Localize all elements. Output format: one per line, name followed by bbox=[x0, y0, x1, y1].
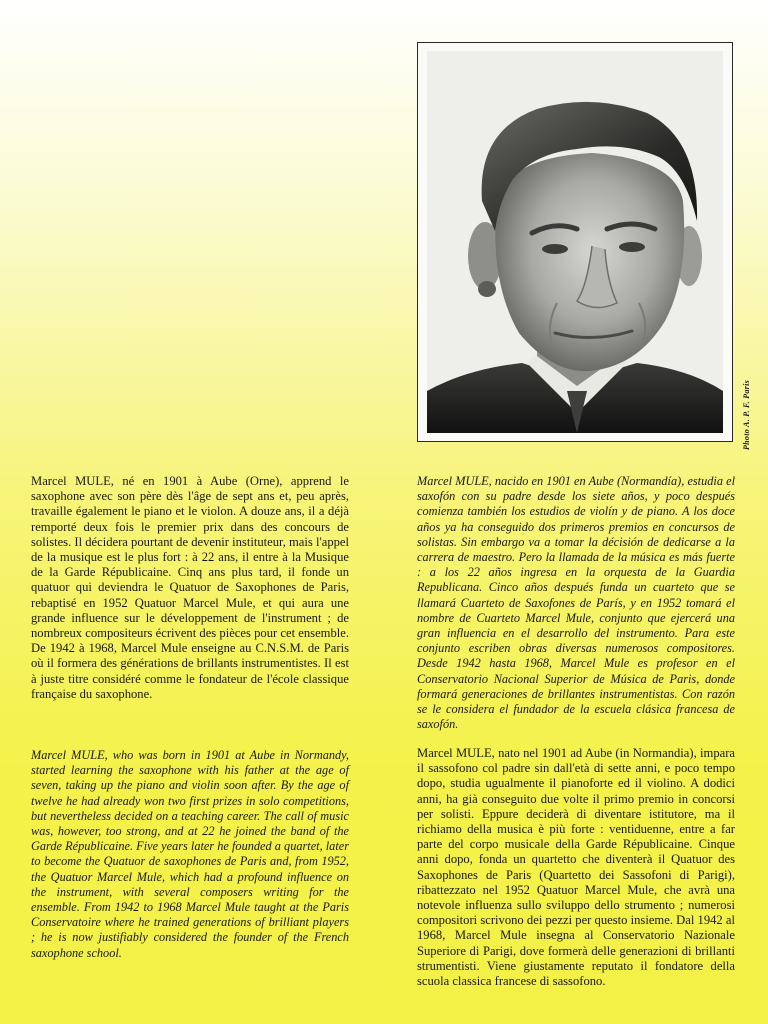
biography-french: Marcel MULE, né en 1901 à Aube (Orne), apprend le saxophone avec son père dès l'âge de sept ans et, peu après, travaille également le piano et le violon. A douze ans, il a déjà remporté deux fois le premier prix dans des concours de solistes. Il décidera pourtant de devenir instituteur, mais l'appel de la musique est le plus fort : à 22 ans, il entre à la Musique de la Garde Républicaine. Cinq ans plus tard, il fonde un quatuor qui deviendra le Quatuor de Saxophones de Paris, rebaptisé en 1952 Quatuor Marcel Mule, et qui aura une grande influence sur le développement de l'instrument ; de nombreux compositeurs écrivent des pièces pour cet ensemble. De 1942 à 1968, Marcel Mule enseigne au C.N.S.M. de Paris où il formera des générations de brillants instrumentistes. Il est à juste titre considéré comme le fondateur de l'école classique française du saxophone. bbox=[31, 474, 349, 701]
portrait-image bbox=[427, 51, 723, 433]
biography-italian: Marcel MULE, nato nel 1901 ad Aube (in Normandia), impara il sassofono col padre sin dall'età di sette anni, e poco tempo dopo, studia ugualmente il pianoforte ed il violino. A dodici anni, ha già conseguito due volte il primo premio in concorsi per solisti. Eppure deciderà di diventare istitutore, ma il richiamo della musica è più forte : ventiduenne, entre a far parte del corpo musicale della Garde Républicaine. Cinque anni dopo, fonda un quartetto che diventerà il Quatuor des Saxophones de Paris (Quartetto dei Sassofoni di Parigi), ribattezzato nel 1952 Quatuor Marcel Mule, che avrà una notevole influenza sullo sviluppo dello strumento ; numerosi compositori scrivono dei pezzi per questo insieme. Dal 1942 al 1968, Marcel Mule insegna al Conservatorio Nazionale Superiore di Parigi, dove formerà delle generazioni di brillanti strumentisti. Viene giustamente reputato il fondatore della scuola classica francese di sassofono. bbox=[417, 746, 735, 989]
biography-english: Marcel MULE, who was born in 1901 at Aube in Normandy, started learning the saxophone with his father at the age of seven, taking up the piano and violin soon after. By the age of twelve he had already won two first prizes in solo competitions, but nevertheless decided on a teaching career. The call of music was, however, too strong, and at 22 he joined the band of the Garde Républicaine. Five years later he founded a quartet, later to become the Quatuor de saxophones de Paris and, from 1952, the Quatuor Marcel Mule, which had a profound influence on the instrument, with several composers writing for the ensemble. From 1942 to 1968 Marcel Mule taught at the Paris Conservatoire where he trained generations of brilliant players ; he is now justifiably considered the founder of the French saxophone school. bbox=[31, 748, 349, 960]
biography-spanish: Marcel MULE, nacido en 1901 en Aube (Normandía), estudia el saxofón con su padre desde los siete años, y poco después comienza también los estudios de violín y de piano. A los doce años ya ha conseguido dos primeros premios en concursos de solistas. Sin embargo va a tomar la décisión de dedicarse a la carrera de maestro. Pero la llamada de la música es más fuerte : a los 22 años ingresa en la orquesta de la Guardia Republicana. Cinco años después funda un cuarteto que se llamará Cuarteto de Saxofones de París, y en 1952 tomará el nombre de Cuarteto Marcel Mule, conjunto que ejercerá una gran influencia en el desarrollo del instrumento. Para este conjunto escriben obras diversas numerosos compositores. Desde 1942 hasta 1968, Marcel Mule es profesor en el Conservatorio Nacional Superior de Música de Paris, donde formará generaciones de brillantes instrumentistas. Con razón se le considera el fundador de la escuela clásica francesa de saxofón. bbox=[417, 474, 735, 732]
portrait-photo bbox=[427, 51, 723, 433]
photo-credit: Photo A. P. F. Paris bbox=[742, 379, 751, 450]
portrait-photo-frame bbox=[417, 42, 733, 442]
